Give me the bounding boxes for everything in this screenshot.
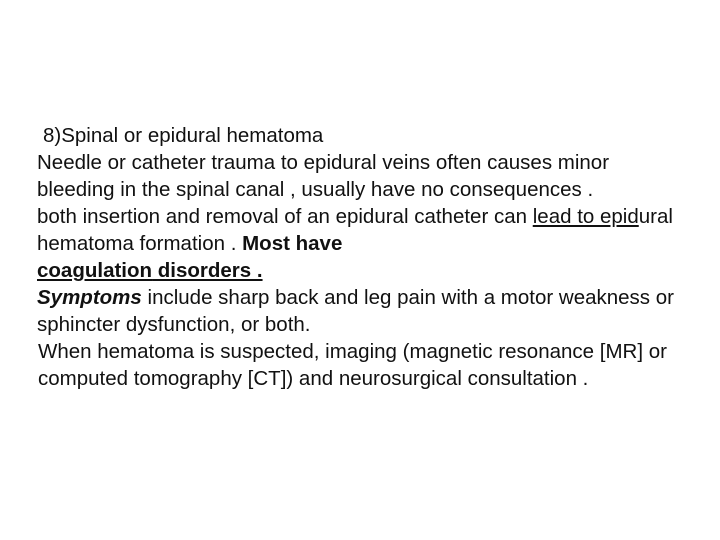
paragraph-needle-trauma: Needle or catheter trauma to epidural veins often causes minor bleeding in the spinal canal , usually have no consequences .: [37, 151, 610, 201]
bold-text: Most have: [242, 232, 343, 255]
bold-underlined-text: coagulation: [37, 259, 153, 282]
section-heading: 8)Spinal or epidural hematoma: [43, 124, 324, 147]
paragraph-catheter-removal: [37, 203, 677, 284]
paragraph-imaging: When hematoma is suspected, imaging (magnetic resonance [MR] or computed tomography [CT]) and neurosurgical consultation .: [38, 340, 667, 390]
paragraph-symptoms: [37, 284, 677, 338]
symptoms-label: Symptoms: [37, 286, 142, 309]
paragraph-text: both insertion and removal of an epidural catheter can: [37, 205, 533, 228]
underlined-text: lead to epid: [532, 205, 639, 228]
bold-text: disorders .: [152, 259, 263, 282]
paragraph-text: ural hematoma formation .: [37, 205, 673, 255]
slide-body: [37, 122, 677, 392]
paragraph-text: include sharp back and leg pain with a motor weakness or sphincter dysfunction, or both.: [37, 286, 674, 336]
